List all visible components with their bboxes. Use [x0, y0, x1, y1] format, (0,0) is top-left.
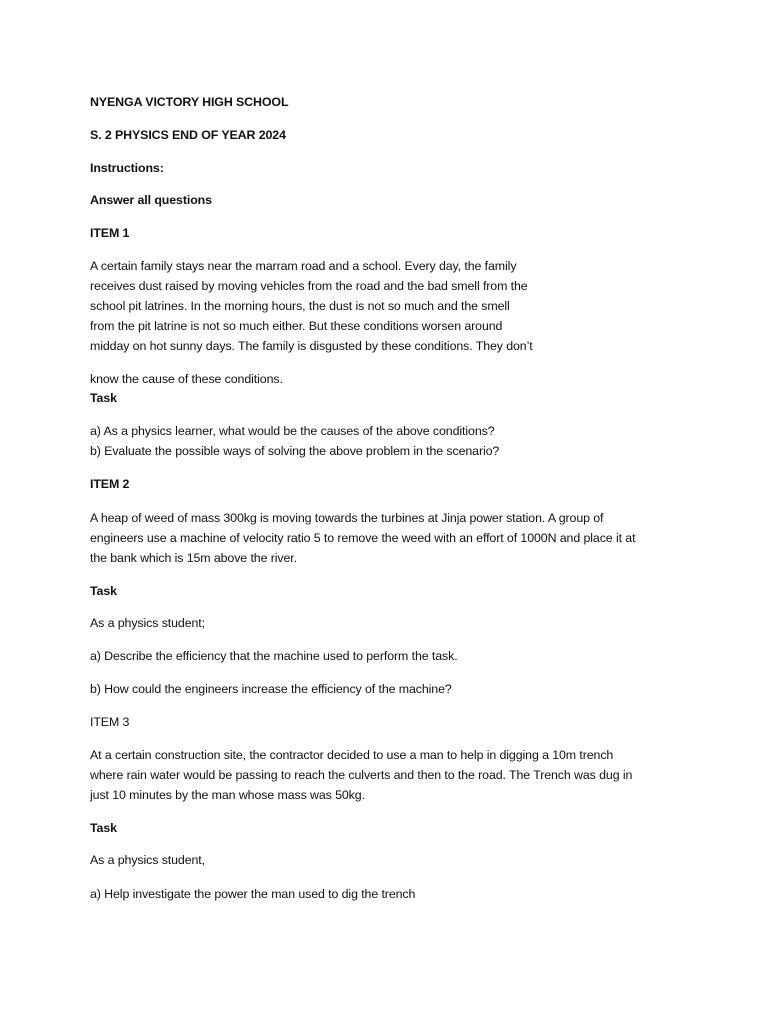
item2-question-b: b) How could the engineers increase the efficiency of the machine?: [90, 682, 452, 696]
item3-paragraph-line: where rain water would be passing to reach the culverts and then to the road. The Trench was dug in: [90, 768, 633, 782]
item3-intro: As a physics student,: [90, 853, 205, 867]
item2-question-a: a) Describe the efficiency that the machine used to perform the task.: [90, 649, 458, 663]
item1-task-label: Task: [90, 391, 117, 405]
item2-paragraph-line: the bank which is 15m above the river.: [90, 551, 297, 565]
instructions-label: Instructions:: [90, 161, 164, 175]
instructions-text: Answer all questions: [90, 193, 212, 207]
item2-paragraph-line: A heap of weed of mass 300kg is moving towards the turbines at Jinja power station. A group of: [90, 511, 604, 525]
item1-paragraph-line: school pit latrines. In the morning hours, the dust is not so much and the smell: [90, 299, 510, 313]
item1-heading: ITEM 1: [90, 226, 130, 240]
item3-task-label: Task: [90, 821, 117, 835]
item1-paragraph-line: A certain family stays near the marram road and a school. Every day, the family: [90, 259, 517, 273]
item3-paragraph-line: just 10 minutes by the man whose mass was 50kg.: [90, 788, 365, 802]
item2-paragraph-line: engineers use a machine of velocity ratio 5 to remove the weed with an effort of 1000N and place it at: [90, 531, 636, 545]
item2-intro: As a physics student;: [90, 616, 205, 630]
item1-paragraph-line: from the pit latrine is not so much either. But these conditions worsen around: [90, 319, 503, 333]
item1-paragraph-line: receives dust raised by moving vehicles from the road and the bad smell from the: [90, 279, 528, 293]
school-name: NYENGA VICTORY HIGH SCHOOL: [90, 95, 289, 109]
item1-paragraph-line: know the cause of these conditions.: [90, 372, 283, 386]
item3-paragraph-line: At a certain construction site, the contractor decided to use a man to help in digging a 10m trench: [90, 748, 614, 762]
item1-question-b: b) Evaluate the possible ways of solving the above problem in the scenario?: [90, 444, 500, 458]
item3-question-a: a) Help investigate the power the man used to dig the trench: [90, 887, 416, 901]
item2-heading: ITEM 2: [90, 477, 130, 491]
item2-task-label: Task: [90, 584, 117, 598]
exam-title: S. 2 PHYSICS END OF YEAR 2024: [90, 128, 286, 142]
item1-question-a: a) As a physics learner, what would be the causes of the above conditions?: [90, 424, 495, 438]
item1-paragraph-line: midday on hot sunny days. The family is disgusted by these conditions. They don’t: [90, 339, 533, 353]
item3-heading: ITEM 3: [90, 715, 130, 729]
